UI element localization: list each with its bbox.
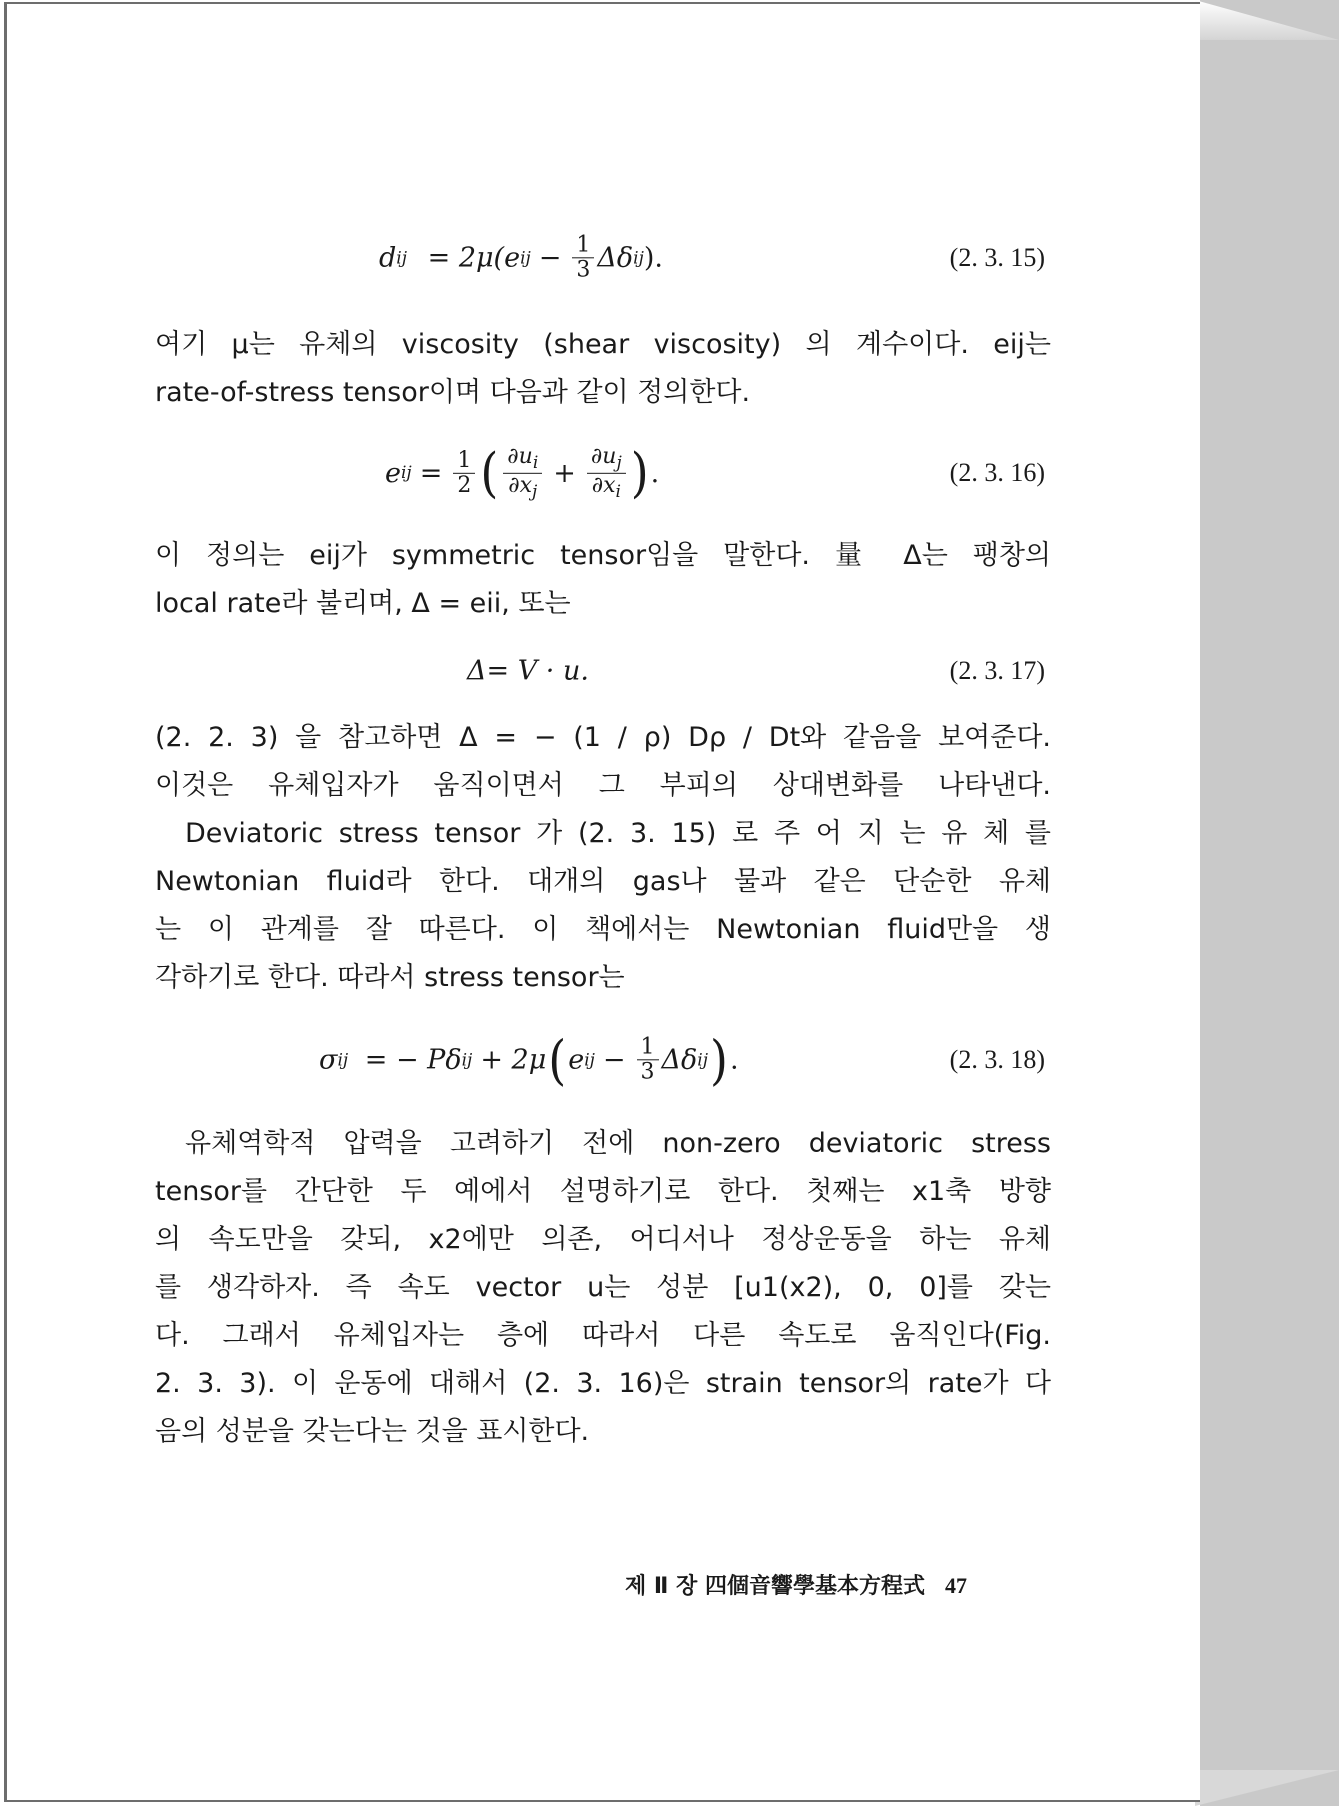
equation-2-3-17: Δ= V · u. (2. 3. 17): [467, 655, 1045, 687]
equation-number: (2. 3. 18): [949, 1045, 1045, 1074]
equation-2-3-16: e ij = $\frac{1}{2}$ ( $\frac{\partial u_i}{\partial x_j}$ + $\frac{\partial u_j}{\partial x_i}$ ) . (2. 3. 16): [385, 441, 1045, 505]
equation-number: (2. 3. 17): [949, 656, 1045, 685]
equation-2-3-18: σ ij = − Pδ ij + 2μ ( e ij − $\frac{1}{3}$ Δδ ij ) . (2. 3. 18): [319, 1028, 1045, 1092]
running-footer: [625, 1569, 967, 1600]
paragraph-3: (2. 2. 3) 을 참고하면 Δ = − (1 / ρ) Dρ / Dt와 같음을 보여준다. 이것은 유체입자가 움직이면서 그 부피의 상대변화를 나타낸다. Deviatoric stress tensor 가 (2. 3. 15) 로 주 어 지 는 유 체 를 Newtonian fluid라 한다. 대개의 gas나 물과 같은 단순한 유체 는 이 관계를 잘 따른다. 이 책에서는 Newtonian fluid만을 생 각하기로 한다. 따라서 stress tensor는: [155, 722, 1051, 993]
page-number: 47: [944, 1573, 967, 1598]
chapter-title: 제 Ⅱ 장 四個音響學基本方程式: [625, 1574, 925, 1599]
paragraph-4: 유체역학적 압력을 고려하기 전에 non-zero deviatoric stress tensor를 간단한 두 예에서 설명하기로 한다. 첫째는 x1축 방향 의 속도만을 갖되, x2에만 의존, 어디서나 정상운동을 하는 유체 를 생각하자. 즉 속도 vector u는 성분 [u1(x2), 0, 0]를 갖는 다. 그래서 유체입자는 층에 따라서 다른 속도로 움직인다(Fig. 2. 3. 3). 이 운동에 대해서 (2. 3. 16)은 strain tensor의 rate가 다 음의 성분을 갖는다는 것을 표시한다.: [155, 1128, 1051, 1447]
page-edge-shadow: [1200, 0, 1339, 1806]
book-page: [4, 2, 1200, 1802]
paragraph-1: 여기 μ는 유체의 viscosity (shear viscosity) 의 계수이다. eij는 rate-of-stress tensor이며 다음과 같이 정의한다.: [155, 329, 1051, 408]
equation-2-3-15: d ij = 2μ(e ij − $\frac{1}{3}$ Δδ ij ). (2. 3. 15): [379, 232, 1045, 283]
equation-number: (2. 3. 16): [949, 458, 1045, 487]
equation-number: (2. 3. 15): [949, 243, 1045, 272]
paragraph-2: 이 정의는 eij가 symmetric tensor임을 말한다. 量 Δ는 팽창의 local rate라 불리며, Δ = eii, 또는: [155, 540, 1051, 619]
